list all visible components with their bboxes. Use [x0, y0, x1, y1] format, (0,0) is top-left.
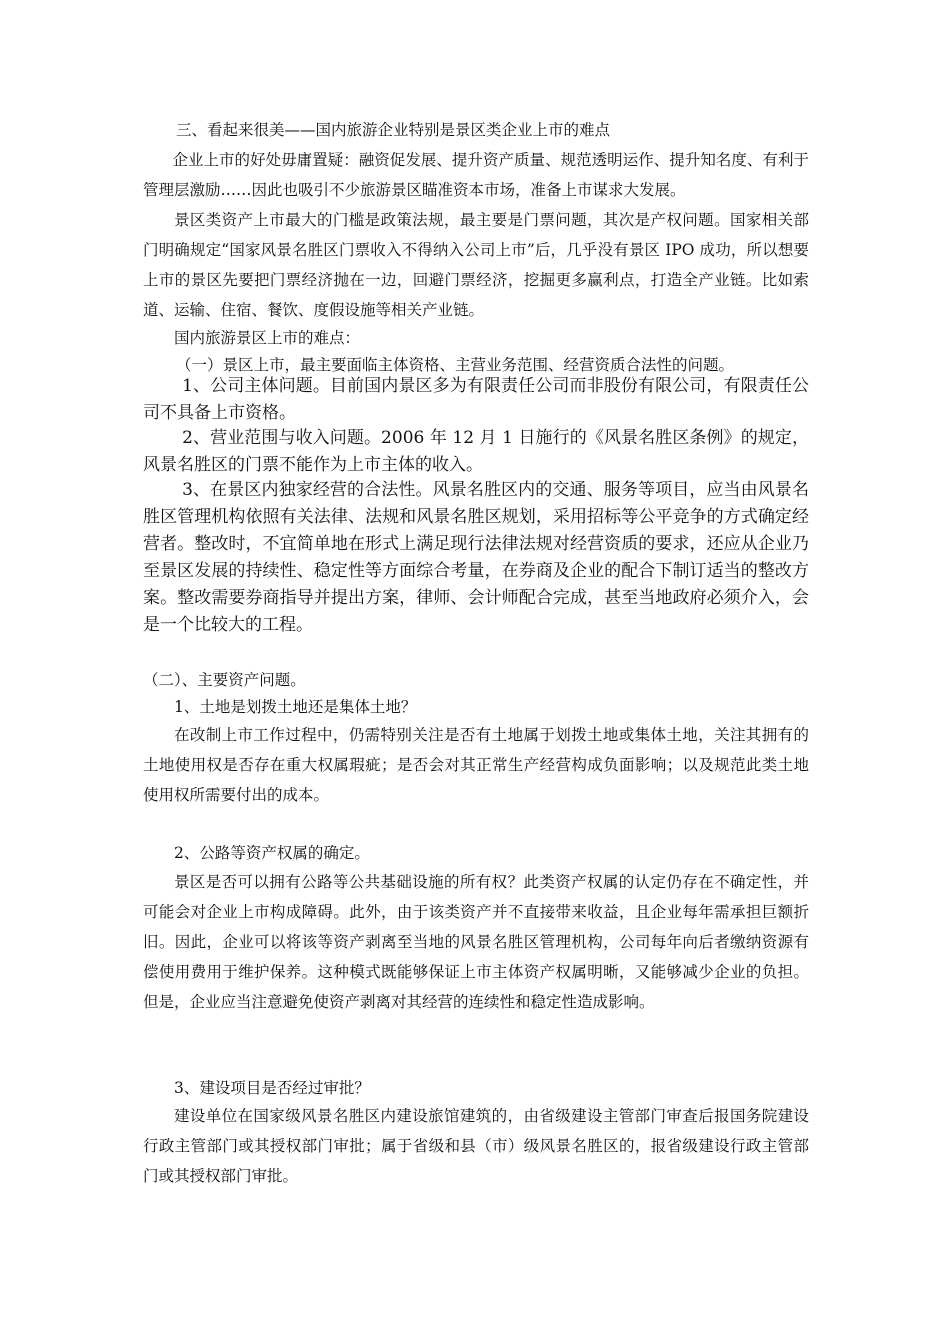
difficulties-title: 国内旅游景区上市的难点：: [174, 329, 361, 347]
part2-title: （二）、主要资产问题。: [143, 671, 306, 689]
paragraph-listing-benefits: 企业上市的好处毋庸置疑：融资促发展、提升资产质量、规范透明运作、提升知名度、有利于管理层激励……因此也吸引不少旅游景区瞄准资本市场，准备上市谋求大发展。: [143, 151, 809, 199]
question-land-title: 1、土地是划拨土地还是集体土地？: [174, 698, 417, 716]
question-approval-title: 3、建设项目是否经过审批？: [174, 1079, 370, 1097]
paragraph-policy-threshold: 景区类资产上市最大的门槛是政策法规，最主要是门票问题，其次是产权问题。国家相关部门明确规定“国家风景名胜区门票收入不得纳入公司上市”后，几乎没有景区 IPO 成功，所以想要上市的景区先要把门票经济抛在一边，回避门票经济，挖掘更多赢利点，打造全产业链。比如索道、运输、住宿、餐饮、度假设施等相关产业链。: [143, 211, 809, 319]
item-exclusive-operation: 3、在景区内独家经营的合法性。风景名胜区内的交通、服务等项目，应当由风景名胜区管理机构依照有关法律、法规和风景名胜区规划，采用招标等公平竞争的方式确定经营者。整改时，不宜简单地在形式上满足现行法律法规对经营资质的要求，还应从企业乃至景区发展的持续性、稳定性等方面综合考量，在券商及企业的配合下制订适当的整改方案。整改需要券商指导并提出方案，律师、会计师配合完成，甚至当地政府必须介入，会是一个比较大的工程。: [143, 480, 809, 635]
question-approval-body: 建设单位在国家级风景名胜区内建设旅馆建筑的，由省级建设主管部门审查后报国务院建设行政主管部门或其授权部门审批；属于省级和县（市）级风景名胜区的，报省级建设行政主管部门或其授权部门审批。: [143, 1107, 809, 1185]
item-business-scope: 2、营业范围与收入问题。2006 年 12 月 1 日施行的《风景名胜区条例》的规定，风景名胜区的门票不能作为上市主体的收入。: [143, 428, 809, 475]
item-company-entity: 1、公司主体问题。目前国内景区多为有限责任公司而非股份有限公司，有限责任公司不具备上市资格。: [143, 376, 809, 423]
question-road-body: 景区是否可以拥有公路等公共基础设施的所有权？此类资产权属的认定仍存在不确定性，并可能会对企业上市构成障碍。此外，由于该类资产并不直接带来收益，且企业每年需承担巨额折旧。因此，企业可以将该等资产剥离至当地的风景名胜区管理机构，公司每年向后者缴纳资源有偿使用费用于维护保养。这种模式既能够保证上市主体资产权属明晰，又能够减少企业的负担。但是，企业应当注意避免使资产剥离对其经营的连续性和稳定性造成影响。: [143, 873, 809, 1011]
section-heading: 三、看起来很美——国内旅游企业特别是景区类企业上市的难点: [176, 121, 611, 139]
question-road-title: 2、公路等资产权属的确定。: [174, 844, 370, 862]
question-land-body: 在改制上市工作过程中，仍需特别关注是否有土地属于划拨土地或集体土地，关注其拥有的土地使用权是否存在重大权属瑕疵；是否会对其正常生产经营构成负面影响；以及规范此类土地使用权所需要付出的成本。: [143, 726, 809, 804]
part1-title: （一）景区上市，最主要面临主体资格、主营业务范围、经营资质合法性的问题。: [176, 356, 735, 374]
